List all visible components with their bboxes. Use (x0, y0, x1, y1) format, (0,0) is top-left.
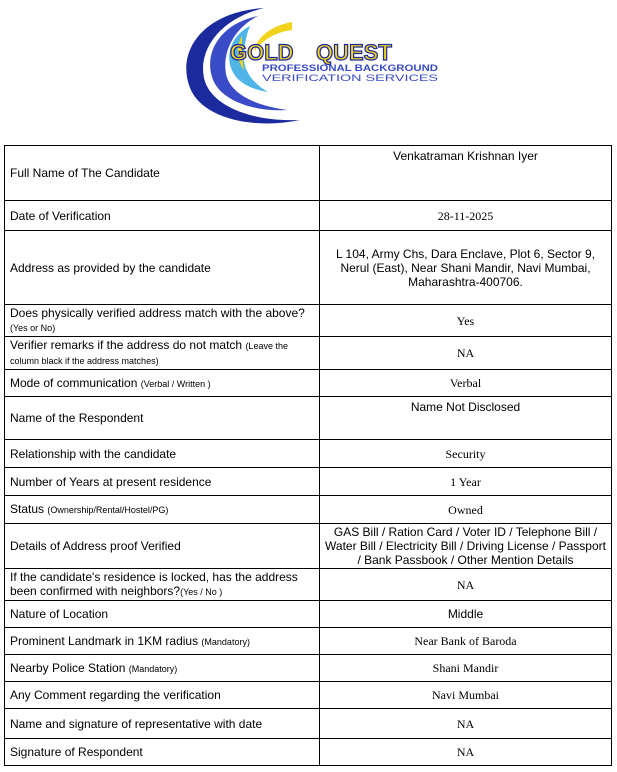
row-label-note: (Mandatory) (201, 636, 250, 647)
row-value: Name Not Disclosed (320, 397, 612, 440)
table-row (5, 305, 612, 337)
table-row (5, 337, 612, 370)
table-row (5, 201, 612, 231)
row-label-main: Status (10, 502, 48, 516)
logo-name-quest: QUEST (316, 40, 392, 65)
row-value: 28-11-2025 (320, 201, 612, 231)
table-row (5, 524, 612, 569)
row-label: Name and signature of representative with date (5, 709, 320, 739)
row-value: Near Bank of Baroda (320, 628, 612, 655)
row-value: 1 Year (320, 468, 612, 496)
row-label (5, 337, 320, 370)
row-label: Nature of Location (5, 601, 320, 628)
row-label (5, 370, 320, 397)
row-label: Full Name of The Candidate (5, 146, 320, 201)
row-value: L 104, Army Chs, Dara Enclave, Plot 6, Sector 9, Nerul (East), Near Shani Mandir, Navi Mumbai, Maharashtra-400706. (320, 231, 612, 305)
row-value: Owned (320, 496, 612, 524)
table-row (5, 628, 612, 655)
row-value: Verbal (320, 370, 612, 397)
row-label (5, 655, 320, 682)
logo-tagline-2: VERIFICATION SERVICES (262, 73, 438, 84)
row-value: GAS Bill / Ration Card / Voter ID / Telephone Bill / Water Bill / Electricity Bill / Driving License / Passport / Bank Passbook / Other Mention Details (320, 524, 612, 569)
row-label-note: (Verbal / Written ) (140, 378, 211, 389)
row-label-main: Prominent Landmark in 1KM radius (10, 633, 202, 648)
row-label-main: Mode of communication (10, 375, 141, 390)
row-label-main: Verifier remarks if the address do not match (10, 338, 246, 352)
table-row (5, 397, 612, 440)
logo-name-gold: GOLD (230, 40, 294, 65)
row-value: NA (320, 739, 612, 766)
table-row (5, 468, 612, 496)
row-label-note: (Yes or No) (10, 323, 56, 333)
row-value: Middle (320, 601, 612, 628)
row-value: Navi Mumbai (320, 682, 612, 709)
row-value: Yes (320, 305, 612, 337)
row-label-note: (Ownership/Rental/Hostel/PG) (47, 505, 169, 515)
row-label (5, 569, 320, 601)
row-label-main: If the candidate's residence is locked, has the address been confirmed with neighbors? (10, 570, 298, 598)
row-label: Relationship with the candidate (5, 440, 320, 468)
verification-table (4, 145, 612, 766)
table-row (5, 601, 612, 628)
table-row (5, 231, 612, 305)
row-label-note: (Yes / No ) (180, 587, 223, 597)
goldquest-logo (172, 2, 447, 130)
table-row (5, 496, 612, 524)
row-label (5, 305, 320, 337)
row-label-main: Does physically verified address match with the above? (10, 306, 305, 320)
row-value: Venkatraman Krishnan Iyer (320, 146, 612, 201)
row-label (5, 628, 320, 655)
row-value: NA (320, 569, 612, 601)
logo-tagline-1: PROFESSIONAL BACKGROUND (262, 63, 439, 74)
row-label: Date of Verification (5, 201, 320, 231)
row-label: Number of Years at present residence (5, 468, 320, 496)
row-value: NA (320, 709, 612, 739)
table-row (5, 569, 612, 601)
row-value: Shani Mandir (320, 655, 612, 682)
row-label-note: (Leave the column black if the address matches) (10, 341, 288, 366)
row-label: Signature of Respondent (5, 739, 320, 766)
row-value: NA (320, 337, 612, 370)
table-row (5, 709, 612, 739)
table-row (5, 146, 612, 201)
table-row (5, 370, 612, 397)
row-label-main: Nearby Police Station (10, 660, 129, 675)
table-row (5, 440, 612, 468)
row-value: Security (320, 440, 612, 468)
row-label: Name of the Respondent (5, 397, 320, 440)
row-label: Any Comment regarding the verification (5, 682, 320, 709)
row-label: Address as provided by the candidate (5, 231, 320, 305)
row-label (5, 496, 320, 524)
row-label: Details of Address proof Verified (5, 524, 320, 569)
table-row (5, 739, 612, 766)
table-row (5, 655, 612, 682)
row-label-note: (Mandatory) (128, 663, 178, 674)
table-row (5, 682, 612, 709)
